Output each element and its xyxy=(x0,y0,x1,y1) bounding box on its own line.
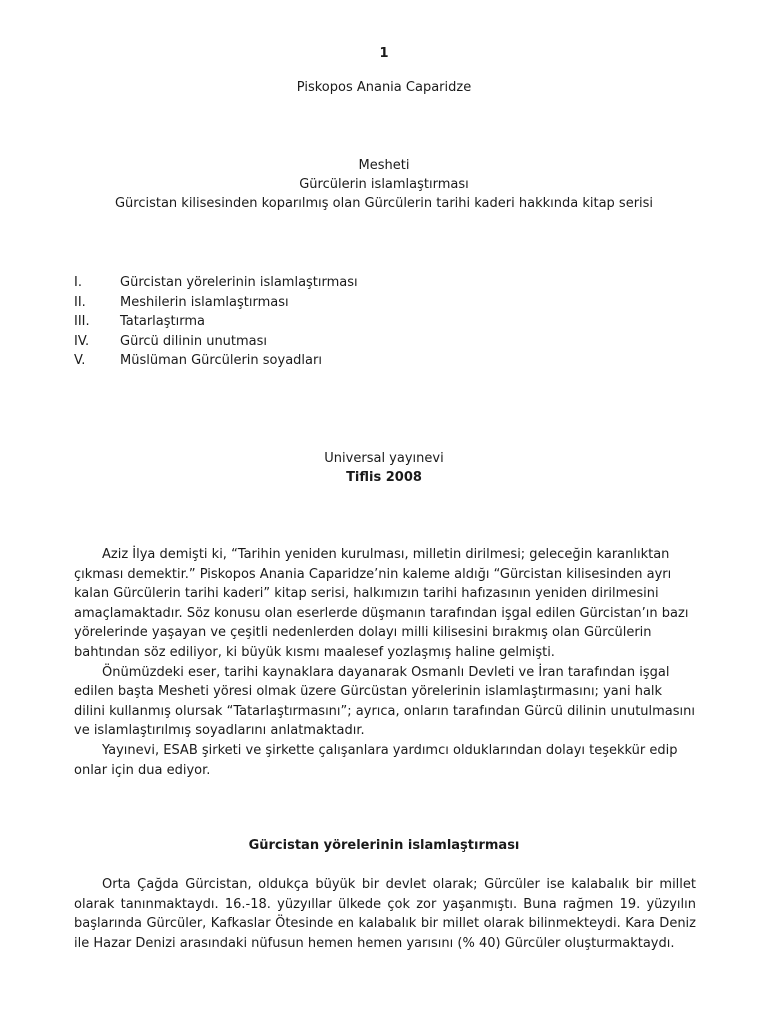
intro-paragraph: Aziz İlya demişti ki, “Tarihin yeniden kurulması, milletin dirilmesi; geleceğin karanlıktan çıkması demektir.” Piskopos Anania Caparidze’nin kaleme aldığı “Gürcistan kilisesinden ayrı kalan Gürcülerin tarihi kaderi” kitap serisi, halkımızın tarihi hafızasının yeniden dirilmesini amaçlamaktadır. Söz konusu olan eserlerde düşmanın tarafından işgal edilen Gürcistan’ın bazı yörelerinde yaşayan ve çeşitli nedenlerden dolayı milli kilisesini bırakmış olan Gürcülerin bahtından söz ediliyor, ki büyük kısmı maalesef yozlaşmış haline gelmişti. xyxy=(74,547,689,660)
section-text xyxy=(74,875,696,953)
toc-item-number: III. xyxy=(74,314,90,329)
intro-paragraph: Önümüzdeki eser, tarihi kaynaklara dayanarak Osmanlı Devleti ve İran tarafından işgal edilen başta Mesheti yöresi olmak üzere Gürcüstan yörelerinin islamlaştırmasını; yani halk dilini kullanmış olursak “Tatarlaştırmasını”; ayrıca, onların tarafından Gürcü dilinin unutulmasını ve islamlaştırılmış soyadlarını anlatmaktadır. xyxy=(74,664,696,739)
toc-item-label: Gürcistan yörelerinin islamlaştırması xyxy=(120,275,358,290)
title-line-3: Gürcistan kilisesinden koparılmış olan Gürcülerin tarihi kaderi hakkında kitap serisi xyxy=(114,196,654,211)
toc-item-label: Gürcü dilinin unutması xyxy=(120,333,268,349)
toc-item xyxy=(74,293,694,313)
page-number: 1 xyxy=(379,46,389,61)
title-line-2: Gürcülerin islamlaştırması xyxy=(299,177,469,192)
toc-item-number: I. xyxy=(74,275,82,290)
toc-item-label: Tatarlaştırma xyxy=(120,314,205,329)
intro-paragraph: Yayınevi, ESAB şirketi ve şirkette çalışanlara yardımcı olduklarından dolayı teşekkür edip onlar için dua ediyor. xyxy=(74,742,678,778)
section-heading: Gürcistan yörelerinin islamlaştırması xyxy=(248,838,520,853)
toc-item xyxy=(74,312,694,332)
toc-item-number: V. xyxy=(74,353,86,368)
intro-text xyxy=(74,545,696,780)
toc-item xyxy=(74,351,694,371)
author-name: Piskopos Anania Caparidze xyxy=(296,80,472,95)
toc-item-label: Müslüman Gürcülerin soyadları xyxy=(120,353,322,368)
toc-item xyxy=(74,273,694,293)
publisher-place-year: Tiflis 2008 xyxy=(346,470,422,485)
title-line-1: Mesheti xyxy=(358,158,410,173)
publisher-name: Universal yayınevi xyxy=(324,451,444,466)
toc-item-number: II. xyxy=(74,294,86,310)
toc-item xyxy=(74,332,694,352)
toc-item-number: IV. xyxy=(74,333,90,349)
section-paragraph: Orta Çağda Gürcistan, oldukça büyük bir devlet olarak; Gürcüler ise kalabalık bir millet olarak tanınmaktaydı. 16.-18. yüzyıllar ülkede çok zor yaşanmıştı. Buna rağmen 19. yüzyılın başlarında Gürcüler, Kafkaslar Ötesinde en kalabalık bir millet olarak bilinmekteydi. Kara Deniz ile Hazar Denizi arasındaki nüfusun hemen hemen yarısını (% 40) Gürcüler oluşturmaktaydı. xyxy=(74,877,696,951)
toc-item-label: Meshilerin islamlaştırması xyxy=(120,294,289,310)
table-of-contents xyxy=(74,273,694,371)
